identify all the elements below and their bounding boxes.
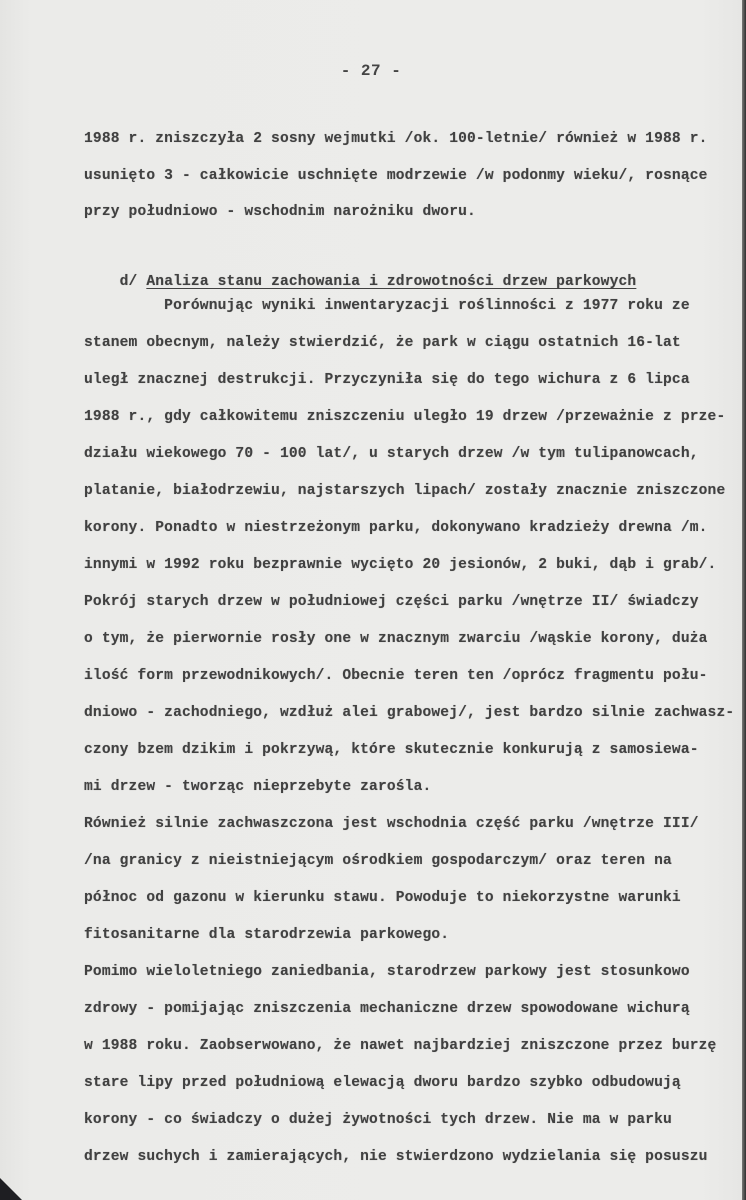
body-line: fitosanitarne dla starodrzewia parkowego. — [84, 927, 450, 943]
body-line: 1988 r., gdy całkowitemu zniszczeniu uległo 19 drzew /przeważnie z prze- — [84, 409, 726, 425]
section-heading-title: Analiza stanu zachowania i zdrowotności drzew parkowych — [146, 274, 637, 290]
body-line: działu wiekowego 70 - 100 lat/, u starych drzew /w tym tulipanowcach, — [84, 446, 699, 462]
body-line: przy południowo - wschodnim narożniku dworu. — [84, 204, 476, 220]
body-line: ilość form przewodnikowych/. Obecnie teren ten /oprócz fragmentu połu- — [84, 668, 708, 684]
scan-corner-shadow — [0, 1178, 22, 1200]
body-line: drzew suchych i zamierających, nie stwierdzono wydzielania się posuszu — [84, 1149, 708, 1165]
section-heading-prefix: d/ — [119, 274, 147, 290]
body-line: północ od gazonu w kierunku stawu. Powoduje to niekorzystne warunki — [84, 890, 681, 906]
body-line: w 1988 roku. Zaobserwowano, że nawet najbardziej zniszczone przez burzę — [84, 1038, 717, 1054]
body-line: dniowo - zachodniego, wzdłuż alei grabowej/, jest bardzo silnie zachwasz- — [84, 705, 735, 721]
body-line: Również silnie zachwaszczona jest wschodnia część parku /wnętrze III/ — [84, 816, 699, 832]
body-line: korony. Ponadto w niestrzeżonym parku, dokonywano kradzieży drewna /m. — [84, 520, 708, 536]
body-line: 1988 r. zniszczyła 2 sosny wejmutki /ok. 100-letnie/ również w 1988 r. — [84, 131, 708, 147]
body-line: Porównując wyniki inwentaryzacji roślinności z 1977 roku ze — [84, 298, 690, 314]
body-line: /na granicy z nieistniejącym ośrodkiem gospodarczym/ oraz teren na — [84, 853, 672, 869]
body-line: czony bzem dzikim i pokrzywą, które skutecznie konkurują z samosiewa- — [84, 742, 699, 758]
body-line: mi drzew - tworząc nieprzebyte zarośla. — [84, 779, 432, 795]
page-number: - 27 - — [340, 62, 402, 80]
body-line: o tym, że pierwornie rosły one w znacznym zwarciu /wąskie korony, duża — [84, 631, 708, 647]
body-line: Pokrój starych drzew w południowej części parku /wnętrze II/ świadczy — [84, 594, 699, 610]
body-line: stanem obecnym, należy stwierdzić, że park w ciągu ostatnich 16-lat — [84, 335, 681, 351]
body-line: innymi w 1992 roku bezprawnie wycięto 20 jesionów, 2 buki, dąb i grab/. — [84, 557, 717, 573]
body-line: Pomimo wieloletniego zaniedbania, starodrzew parkowy jest stosunkowo — [84, 964, 690, 980]
body-line: platanie, białodrzewiu, najstarszych lipach/ zostały znacznie zniszczone — [84, 483, 726, 499]
body-line: zdrowy - pomijając zniszczenia mechaniczne drzew spowodowane wichurą — [84, 1001, 690, 1017]
body-line: stare lipy przed południową elewacją dworu bardzo szybko odbudowują — [84, 1075, 681, 1091]
body-line: uległ znacznej destrukcji. Przyczyniła się do tego wichura z 6 lipca — [84, 372, 690, 388]
scan-edge-shadow — [742, 0, 746, 1200]
body-line: usunięto 3 - całkowicie uschnięte modrzewie /w podonmy wieku/, rosnące — [84, 168, 708, 184]
body-line: korony - co świadczy o dużej żywotności tych drzew. Nie ma w parku — [84, 1112, 672, 1128]
